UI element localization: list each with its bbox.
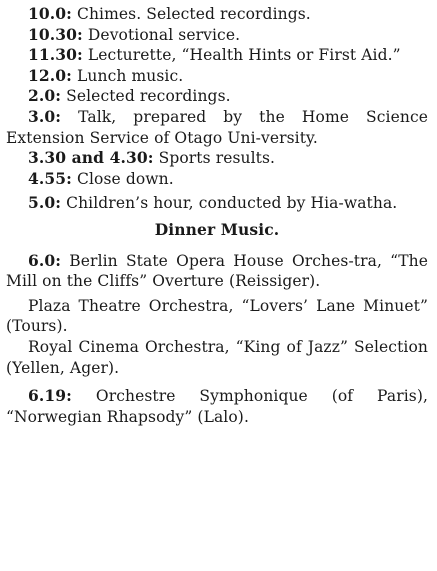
entry-time: 6.19:	[28, 386, 72, 406]
programme-entry	[6, 45, 428, 66]
programme-entry	[6, 296, 428, 337]
programme-entry	[6, 148, 428, 169]
entry-time: 5.0:	[28, 193, 62, 213]
section-heading: Dinner Music.	[154, 219, 280, 239]
programme-entry	[6, 251, 428, 292]
entry-time: 10.0:	[28, 4, 72, 23]
programme-entry	[6, 169, 428, 190]
programme-entry	[6, 337, 428, 378]
programme-entry	[6, 386, 428, 427]
entry-time: 12.0:	[28, 65, 72, 85]
programme-entry	[6, 86, 428, 107]
entry-text: Close down.	[77, 169, 174, 188]
programme-entry	[6, 107, 428, 148]
programme-entry	[6, 25, 428, 46]
entry-text: Royal Cinema Orchestra, “King of Jazz” Selection (Yellen, Ager).	[6, 337, 428, 377]
entry-text: Plaza Theatre Orchestra, “Lovers’ Lane Minuet” (Tours).	[6, 296, 428, 336]
entry-time: 2.0:	[28, 86, 62, 106]
programme-entry	[6, 193, 428, 214]
programme-entry	[6, 4, 428, 25]
entry-time: 3.0:	[28, 106, 62, 126]
entry-text: Sports results.	[158, 149, 276, 168]
entry-time: 11.30:	[28, 45, 83, 65]
entry-text: Lunch music.	[77, 66, 184, 85]
entry-text: Selected recordings.	[66, 87, 231, 106]
entry-time: 3.30 and 4.30:	[28, 148, 154, 168]
entry-time: 4.55:	[28, 168, 72, 188]
entry-text: Orchestre Symphonique (of Paris), “Norwegian Rhapsody” (Lalo).	[6, 387, 429, 426]
programme-entry	[6, 66, 428, 87]
entry-text: Talk, prepared by the Home Science Extension Service of Otago Uni-versity.	[6, 107, 428, 147]
entry-text: Devotional service.	[87, 25, 241, 44]
radio-programme-column	[6, 4, 428, 427]
entry-text: Chimes. Selected recordings.	[77, 5, 311, 23]
entry-time: 10.30:	[28, 24, 83, 44]
entry-time: 6.0:	[28, 250, 62, 270]
entry-text: Berlin State Opera House Orches-tra, “The Mill on the Cliffs” Overture (Reissiger).	[6, 251, 429, 291]
entry-text: Children’s hour, conducted by Hia-watha.	[66, 194, 398, 213]
entry-text: Lecturette, “Health Hints or First Aid.”	[87, 46, 401, 65]
